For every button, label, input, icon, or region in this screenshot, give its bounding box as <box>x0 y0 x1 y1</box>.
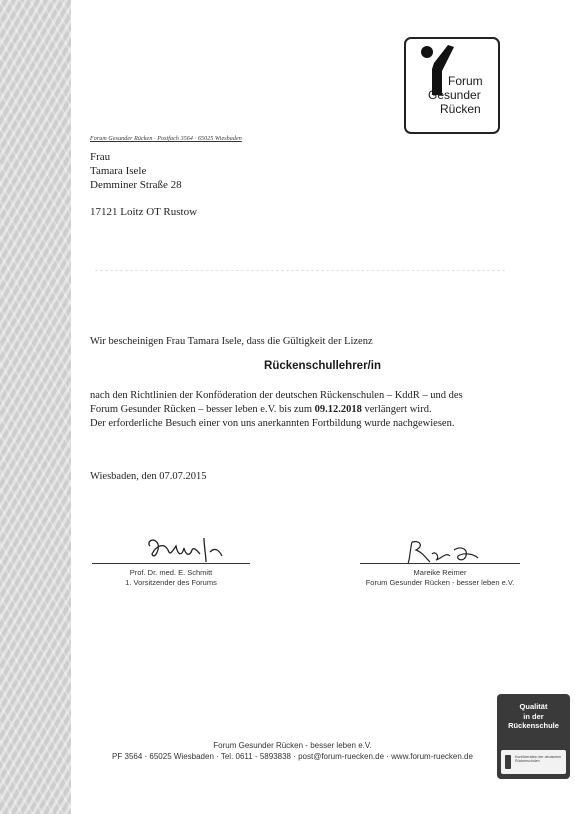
signer-left-name: Prof. Dr. med. E. Schmitt <box>129 568 213 577</box>
quality-seal <box>497 694 570 779</box>
recipient-salutation: Frau <box>90 151 111 163</box>
sender-address-line: Forum Gesunder Rücken · Postfach 3564 · 65025 Wiesbaden <box>90 136 242 142</box>
seal-text <box>497 702 570 731</box>
recipient-street: Demminer Straße 28 <box>90 179 182 191</box>
signature-left <box>144 532 224 566</box>
footer-contact: PF 3564 · 65025 Wiesbaden · Tel. 0611 - 5893838 · post@forum-ruecken.de · www.forum-ruecken.de <box>112 752 473 761</box>
logo-text-ruecken: Rücken <box>440 102 481 116</box>
logo-text-forum: Forum <box>448 74 483 88</box>
place-date: Wiesbaden, den 07.07.2015 <box>90 471 207 482</box>
body-line-1: nach den Richtlinien der Konföderation der deutschen Rückenschulen – KddR – und des <box>90 390 463 401</box>
scan-edge-strip <box>0 0 71 814</box>
signer-left-role: 1. Vorsitzender des Forums <box>125 578 217 587</box>
signer-right-name: Mareike Reimer <box>413 568 467 577</box>
seal-line-3: Rückenschule <box>508 721 559 730</box>
logo-text-gesunder: Gesunder <box>428 88 481 102</box>
seal-line-1: Qualität <box>519 702 548 711</box>
recipient-name: Tamara Isele <box>90 165 147 177</box>
seal-line-2: in der <box>523 711 544 721</box>
fold-mark <box>95 270 505 271</box>
signature-right <box>402 538 482 566</box>
recipient-city: 17121 Loitz OT Rustow <box>90 206 198 218</box>
seal-badge <box>501 750 566 774</box>
signature-line-right <box>360 563 520 564</box>
forum-logo <box>404 37 500 134</box>
seal-badge-icon <box>505 755 511 769</box>
body-line-2-end: verlängert wird. <box>361 404 432 415</box>
validity-date: 09.12.2018 <box>314 404 362 415</box>
body-line-2 <box>90 404 432 415</box>
seal-badge-text: Konföderation der deutschen Rückenschulen <box>515 755 562 764</box>
body-line-2-start: Forum Gesunder Rücken – besser leben e.V. bis zum <box>90 404 315 415</box>
body-line-3: Der erforderliche Besuch einer von uns anerkannten Fortbildung wurde nachgewiesen. <box>90 418 455 429</box>
license-title: Rückenschullehrer/in <box>264 360 381 372</box>
intro-text: Wir bescheinigen Frau Tamara Isele, dass die Gültigkeit der Lizenz <box>90 336 373 347</box>
signer-right-role: Forum Gesunder Rücken - besser leben e.V. <box>365 578 515 587</box>
footer-org: Forum Gesunder Rücken - besser leben e.V. <box>213 741 372 750</box>
signature-line-left <box>92 563 250 564</box>
